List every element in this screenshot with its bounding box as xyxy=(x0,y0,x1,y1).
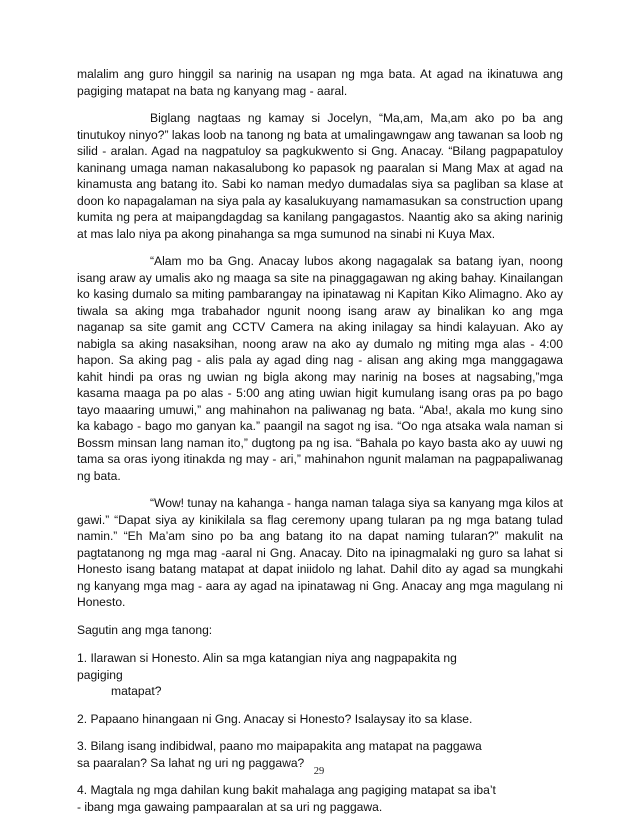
question-list xyxy=(77,650,563,815)
question-text: Bilang isang indibidwal, paano mo maipapakita ang matapat na paggawa sa paaralan? Sa lahat ng uri ng paggawa? xyxy=(77,739,482,770)
document-page xyxy=(77,66,563,826)
paragraph-4: “Wow! tunay na kahanga - hanga naman talaga siya sa kanyang mga kilos at gawi.” “Dapat siya ay kinikilala sa flag ceremony upang tularan pa ng mga batang tulad namin.” “Eh Ma’am sino po ba ang batang ito na dapat naming tularan?” makulit na pagtatanong ng mga mag -aaral ni Gng. Anacay. Dito na ipinagmalaki ng guro sa lahat si Honesto isang batang matapat at dapat iniidolo ng lahat. Dahil dito ay agad sa mungkahi ng kanyang mga mag - aara ay agad na ipinatawag ni Gng. Anacay ang mga magulang ni Honesto. xyxy=(77,496,563,609)
question-number: 1. xyxy=(77,651,88,665)
paragraph-3: “Alam mo ba Gng. Anacay lubos akong nagagalak sa batang iyan, noong isang araw ay umalis ako ng maaga sa site na pinaggagawan ng aking bahay. Kinailangan ko kasing dumalo sa miting pambarangay na ipinatawag ni Kapitan Kiko Alimagno. Ako ay tiwala sa aking mga trabahador ngunit noong isang araw ay binalikan ko ang mga naganap sa site gamit ang CCTV Camera na aking inilagay sa hindi kalayuan. Ako ay nabigla sa aking nasaksihan, noong araw na ako ay dumalo ng miting mga alas - 4:00 hapon. Sa aking pag - alis pala ay agad ding nag - alisan ang aking mga manggagawa kahit hindi pa oras ng uwian ng bigla akong may narinig na boses at nagsabing,”mga kasama maaga pa po alas - 5:00 ang ating uwian higit kumulang isang oras pa po bago tayo maaaring umuwi,” ang mahinahon na paliwanag ng bata. “Aba!, akala mo kung sino ka kabago - bago mo ganyan ka.” paangil na sagot ng isa. “Oo nga atsaka wala naman si Bossm minsan lang naman ito,” dugtong pa ng isa. “Bahala po kayo basta ako ay uuwi ng tama sa oras iyong itinakda ng may - ari,” mahinahon ngunit malaman na pagpapaliwanag ng bata. xyxy=(77,254,563,483)
question-number: 4. xyxy=(77,783,88,797)
paragraph-2: Biglang nagtaas ng kamay si Jocelyn, “Ma,am, Ma,am ako po ba ang tinutukoy ninyo?” lakas loob na tanong ng bata at umalingawngaw ang tawanan sa loob ng silid - aralan. Agad na nagpatuloy sa pagkukwento si Gng. Anacay. “Bilang pagpapatuloy kaninang umaga naman nakasalubong ko papasok ng paaralan si Mang Max at agad na kinamusta ang batang ito. Sabi ko naman medyo dumadalas siya sa pagliban sa klase at doon ko napagalaman na siya pala ay kasalukuyang namamasukan sa construction upang kumita ng pera at maipangdagdag sa kanilang pangagastos. Naantig ako sa aking narinig at mas lalo niya pa akong pinahanga sa mga sumunod na sinabi ni Kuya Max. xyxy=(77,111,563,241)
question-4 xyxy=(77,782,497,815)
page-number: 29 xyxy=(313,766,325,777)
question-1 xyxy=(77,650,497,700)
question-text: Magtala ng mga dahilan kung bakit mahalaga ang pagiging matapat sa iba’t - ibang mga gawaing pampaaralan at sa uri ng paggawa. xyxy=(77,783,496,814)
question-text: Ilarawan si Honesto. Alin sa mga katangian niya ang nagpapakita ng pagiging xyxy=(77,651,457,682)
question-number: 3. xyxy=(77,739,88,753)
paragraph-1: malalim ang guro hinggil sa narinig na usapan ng mga bata. At agad na ikinatuwa ang pagiging matapat na bata ng kanyang mag - aaral. xyxy=(77,67,563,98)
questions-prompt: Sagutin ang mga tanong: xyxy=(77,622,213,637)
question-number: 2. xyxy=(77,711,88,726)
question-text: Papaano hinangaan ni Gng. Anacay si Honesto? Isalaysay ito sa klase. xyxy=(90,711,473,726)
question-2 xyxy=(77,711,497,728)
question-text-continued: matapat? xyxy=(111,684,162,698)
